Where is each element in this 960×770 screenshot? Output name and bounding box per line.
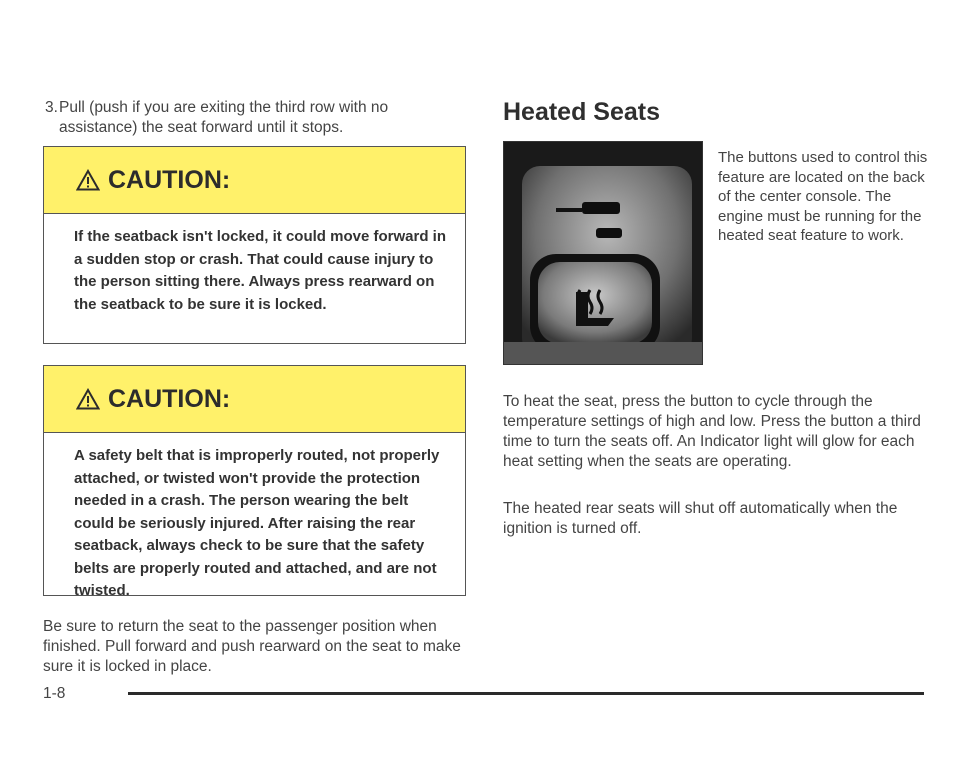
section-heading: Heated Seats <box>503 98 661 126</box>
heating-instructions: To heat the seat, press the button to cycle through the temperature settings of high and low. Press the button a third time to turn the seats off. An Indicator light will glow for each heat setting when the seats are operating. <box>503 393 921 470</box>
caution-body: If the seatback isn't locked, it could move forward in a sudden stop or crash. That could cause injury to the person sitting there. Always press rearward on the seatback to be sure it is locked. <box>74 228 446 313</box>
step-body: Pull (push if you are exiting the third row with no assistance) the seat forward until it stops. <box>59 99 389 136</box>
warning-triangle-icon <box>76 388 100 410</box>
caution-box-seatback <box>43 146 466 344</box>
warning-triangle-icon <box>76 169 100 191</box>
caution-box-safety-belt <box>43 365 466 599</box>
heated-seat-button-photo <box>503 141 703 365</box>
figure-caption-text: The buttons used to control this feature are located on the back of the center console. The engine must be running for the heated seat feature to work. <box>718 149 928 244</box>
caution-header <box>44 366 465 433</box>
caution-body: A safety belt that is improperly routed, not properly attached, or twisted won't provide the protection needed in a crash. The person wearing the belt could be seriously injured. After raising the rear seatback, always check to be sure that the safety belts are properly routed and attached, and are not twisted. <box>74 447 440 599</box>
step-text <box>43 98 468 138</box>
auto-shutoff-note: The heated rear seats will shut off automatically when the ignition is turned off. <box>503 500 898 537</box>
caution-header <box>44 147 465 214</box>
closing-paragraph: Be sure to return the seat to the passenger position when finished. Pull forward and push rearward on the seat to make sure it is locked in place. <box>43 618 461 675</box>
heated-seat-icon <box>504 142 702 364</box>
step-number: 3. <box>45 99 58 116</box>
page-number: 1-8 <box>43 685 66 702</box>
step-3 <box>43 98 468 138</box>
footer-rule <box>128 692 924 695</box>
caution-title: CAUTION: <box>108 165 231 194</box>
caution-title: CAUTION: <box>108 384 231 413</box>
